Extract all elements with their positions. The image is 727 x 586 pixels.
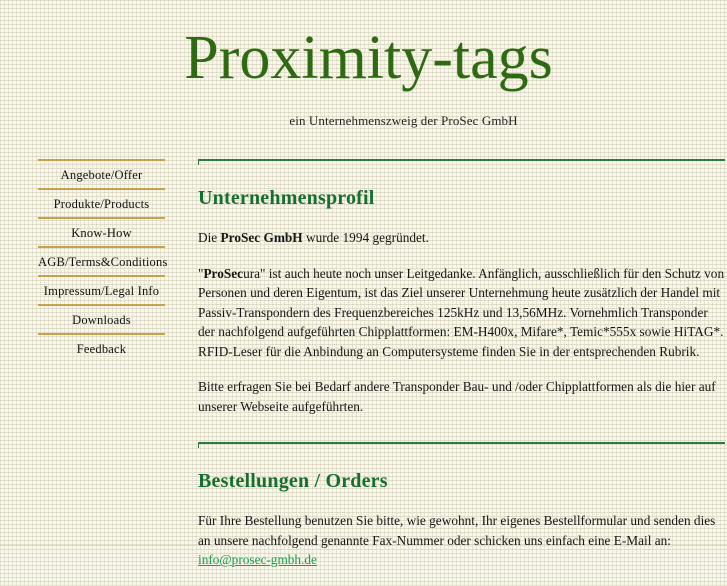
section-divider — [198, 442, 725, 448]
sidebar-item-label: Downloads — [72, 313, 131, 328]
text-fragment: ura" ist auch heute noch unser Leitgedanke. Anfänglich, ausschließlich für den Schutz von Personen und deren Eigentum, ist das Ziel unserer Unternehmung heute zusätzlich der Handel mit Passiv-Transpondern des Frequenzbereiches 125kHz und 13,56MHz. Vornehmlich Transponder der nachfolgend aufgeführten Chipplattformen: EM-H400x, Mifare*, Temic*555x sowie HiTAG*. — [198, 265, 725, 340]
sidebar-item-agb[interactable] — [38, 246, 168, 275]
sidebar-item-label: Impressum/Legal Info — [43, 284, 160, 299]
profile-section — [198, 159, 725, 416]
orders-heading: Bestellungen / Orders — [198, 470, 388, 493]
sidebar-item-impressum[interactable] — [38, 275, 165, 304]
orders-section — [198, 442, 725, 570]
sidebar-item-label: Angebote/Offer — [60, 168, 143, 183]
page-title: Proximity-tags — [184, 24, 553, 92]
sidebar-item-label: AGB/Terms&Conditions — [38, 255, 168, 270]
text-fragment: Die — [198, 230, 221, 246]
orders-paragraph-1 — [198, 511, 725, 570]
profile-paragraph-4: Bitte erfragen Sie bei Bedarf andere Transponder Bau- und /oder Chipplattformen als die hier auf unserer Webseite aufgeführten. — [198, 379, 716, 414]
text-fragment: wurde 1994 gegründet. — [302, 230, 429, 246]
text-fragment: " — [198, 265, 204, 281]
profile-paragraph-2 — [198, 264, 725, 342]
profile-paragraph-3: RFID-Leser für die Anbindung an Computersysteme finden Sie in der entsprechenden Rubrik. — [198, 343, 700, 359]
company-name-bold: ProSec GmbH — [220, 230, 303, 246]
page-subtitle: ein Unternehmenszweig der ProSec GmbH — [289, 113, 518, 129]
email-link[interactable]: info@prosec-gmbh.de — [198, 552, 317, 568]
text-fragment: Für Ihre Bestellung benutzen Sie bitte, wie gewohnt, Ihr eigenes Bestellformular und senden dies an unsere nachfolgend genannte Fax-Nummer oder schicken uns einfach eine E-Mail an: — [198, 513, 716, 548]
sidebar-item-angebote[interactable] — [38, 159, 165, 188]
sidebar-item-feedback[interactable] — [38, 333, 165, 362]
sidebar-item-label: Feedback — [76, 342, 127, 357]
prosec-bold: ProSec — [203, 265, 244, 281]
page-body — [0, 159, 727, 586]
site-header — [0, 0, 727, 129]
sidebar-item-produkte[interactable] — [38, 188, 165, 217]
sidebar-item-downloads[interactable] — [38, 304, 165, 333]
section-divider — [198, 159, 725, 165]
sidebar-item-know-how[interactable] — [38, 217, 165, 246]
profile-heading: Unternehmensprofil — [198, 187, 375, 210]
sidebar-item-label: Know-How — [71, 226, 132, 241]
profile-paragraph-1 — [198, 228, 725, 248]
sidebar-nav — [0, 159, 190, 362]
sidebar-item-label: Produkte/Products — [53, 197, 150, 212]
main-content — [190, 159, 727, 586]
